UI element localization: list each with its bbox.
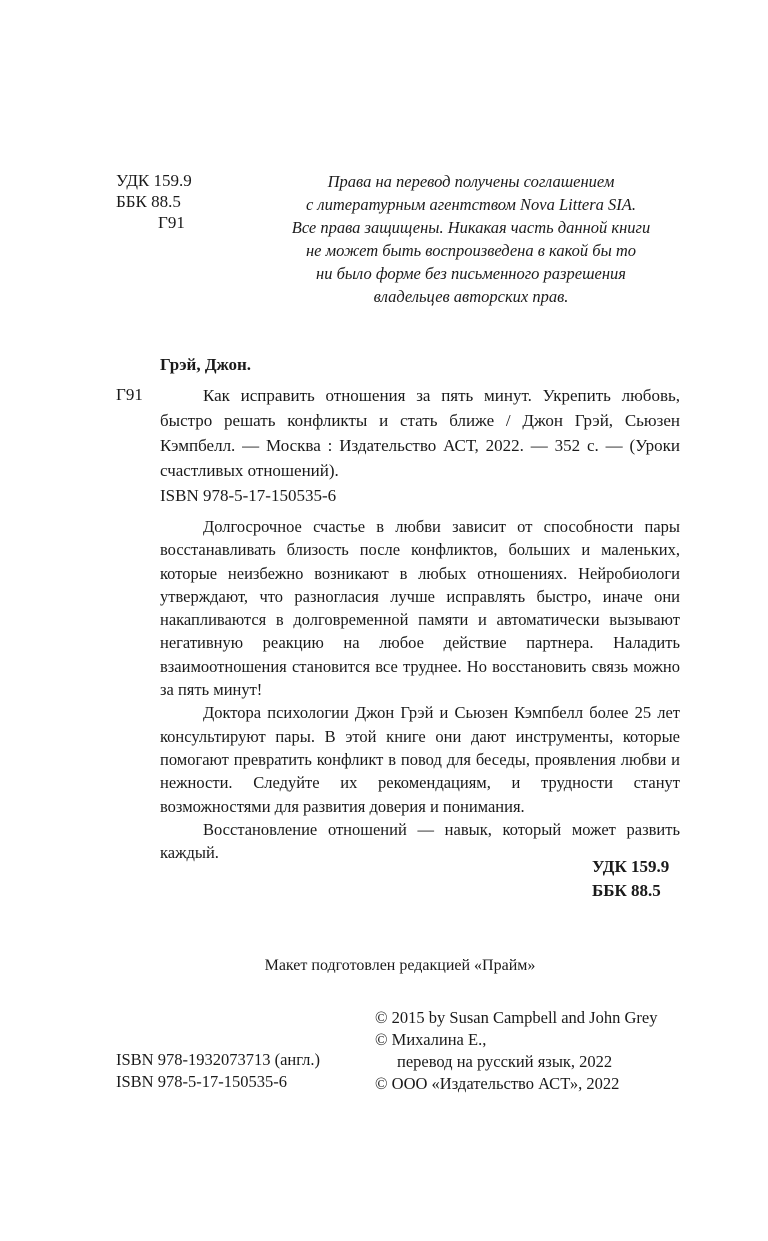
bbk-code: ББК 88.5 [116, 192, 181, 211]
bib-description [160, 383, 680, 483]
bib-isbn: ISBN 978-5-17-150535-6 [160, 486, 337, 505]
rights-line: Права на перевод получены соглашением [327, 172, 615, 191]
copyright-line: © Михалина Е., [375, 1030, 487, 1049]
abstract [160, 515, 680, 864]
layout-note: Макет подготовлен редакцией «Прайм» [264, 957, 536, 974]
author-sign: Г91 [158, 213, 185, 232]
bib-author-sign: Г91 [116, 385, 143, 404]
udk-code: УДК 159.9 [116, 171, 192, 190]
rights-line: ни было форме без письменного разрешения [316, 264, 626, 283]
rights-line: с литературным агентством Nova Littera SIA. [305, 195, 637, 214]
bbk-code-bottom: ББК 88.5 [592, 881, 661, 900]
classification-bottom [592, 855, 669, 903]
copyright-block [375, 1007, 657, 1095]
udk-code-bottom: УДК 159.9 [592, 857, 670, 876]
bib-description-text: Как исправить отношения за пять минут. Укрепить любовь, быстро решать конфликты и стать ближе / Джон Грэй, Сьюзен Кэмпбелл. — Москва : Издательство АСТ, 2022. — 352 с. — (Уроки счастливых отношений). [160, 386, 680, 480]
copyright-line: © ООО «Издательство АСТ», 2022 [375, 1074, 620, 1093]
rights-line: владельцев авторских прав. [373, 287, 569, 306]
isbn-russian: ISBN 978-5-17-150535-6 [116, 1072, 287, 1091]
abstract-paragraph: Доктора психологии Джон Грэй и Сьюзен Кэмпбелл более 25 лет консультируют пары. В этой книге они дают инструменты, которые помогают превратить конфликт в повод для беседы, проявления любви и нежности. Следуйте их рекомендациям, и трудности станут возможностями для развития доверия и понимания. [160, 703, 680, 816]
rights-line: не может быть воспроизведена в какой бы то [305, 241, 637, 260]
copyright-line: перевод на русский язык, 2022 [397, 1052, 613, 1071]
rights-line: Все права защищены. Никакая часть данной книги [291, 218, 651, 237]
abstract-paragraph: Восстановление отношений — навык, который может развить каждый. [160, 819, 680, 863]
isbn-original: ISBN 978-1932073713 (англ.) [116, 1050, 321, 1069]
isbn-block [116, 1049, 320, 1093]
copyright-line: © 2015 by Susan Campbell and John Grey [375, 1008, 658, 1027]
abstract-paragraph: Долгосрочное счастье в любви зависит от способности пары восстанавливать близость после конфликтов, больших и маленьких, которые неизбежно возникают в любых отношениях. Нейробиологи утверждают, что разногласия лучше исправлять быстро, иначе они накапливаются в долговременной памяти и автоматически вызывают негативную реакцию на любое действие партнера. Наладить взаимоотношения становится все труднее. Но восстановить связь можно за пять минут! [160, 517, 680, 700]
rights-notice [262, 170, 680, 308]
classification-codes [116, 170, 192, 233]
bib-author: Грэй, Джон. [160, 355, 251, 374]
